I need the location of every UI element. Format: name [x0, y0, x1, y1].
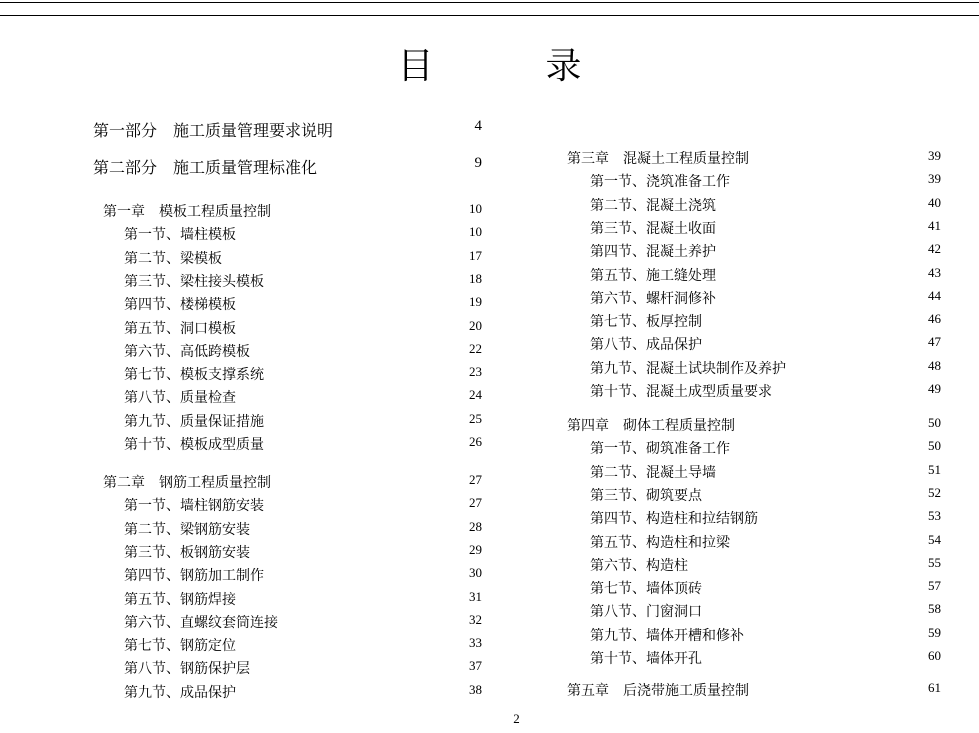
toc-entry-page: 33 — [469, 635, 482, 651]
toc-entry-page: 26 — [469, 434, 482, 449]
toc-entry-page: 38 — [469, 681, 482, 697]
toc-entry-label: 第五节、钢筋焊接 — [124, 591, 236, 608]
toc-entry-label: 第十节、混凝土成型质量要求 — [590, 384, 772, 400]
toc-entry-page: 61 — [928, 680, 941, 695]
toc-entry-page: 27 — [469, 472, 482, 487]
toc-entry-label: 第七节、模板支撑系统 — [124, 367, 264, 384]
toc-entry-label: 第二节、混凝土浇筑 — [590, 197, 716, 214]
toc-entry-label: 第三节、砌筑要点 — [590, 487, 702, 504]
toc-entry-label: 第一节、砌筑准备工作 — [590, 441, 730, 458]
page-number: 2 — [513, 711, 520, 726]
toc-entry-page: 43 — [928, 264, 941, 280]
toc-entry-label: 第九节、成品保护 — [124, 684, 236, 701]
top-rule — [0, 2, 979, 3]
toc-entry-page: 40 — [928, 194, 941, 210]
toc-entry-page: 32 — [469, 611, 482, 627]
toc-entry-label: 第二章 钢筋工程质量控制 — [103, 475, 271, 491]
toc-entry-page: 18 — [469, 270, 482, 286]
toc-entry-page: 28 — [469, 518, 482, 534]
toc-entry-label: 第十节、模板成型质量 — [124, 437, 264, 453]
toc-entry-label: 第八节、质量检查 — [124, 390, 236, 407]
toc-entry-label: 第四节、楼梯模板 — [124, 297, 236, 314]
toc-entry-label: 第一节、墙柱钢筋安装 — [124, 498, 264, 515]
toc-entry-label: 第十节、墙体开孔 — [590, 651, 702, 667]
toc-entry-label: 第九节、混凝土试块制作及养护 — [590, 360, 786, 377]
toc-entry-page: 22 — [469, 340, 482, 356]
toc-entry-page: 51 — [928, 461, 941, 477]
toc-entry-page: 4 — [474, 118, 482, 134]
toc-entry-page: 39 — [928, 148, 941, 163]
toc-entry-page: 48 — [928, 357, 941, 373]
toc-entry-label: 第六节、直螺纹套筒连接 — [124, 614, 278, 631]
toc-entry-label: 第五节、洞口模板 — [124, 320, 236, 337]
toc-entry-label: 第三节、混凝土收面 — [590, 220, 716, 237]
toc-entry-page: 57 — [928, 578, 941, 594]
toc-entry-page: 60 — [928, 648, 941, 663]
toc-entry-label: 第八节、门窗洞口 — [590, 604, 702, 621]
toc-entry-label: 第八节、钢筋保护层 — [124, 661, 250, 678]
toc-entry-page: 46 — [928, 311, 941, 327]
toc-entry-label: 第三节、梁柱接头模板 — [124, 273, 264, 290]
toc-entry-label: 第七节、板厚控制 — [590, 314, 702, 331]
toc-entry-label: 第一节、浇筑准备工作 — [590, 174, 730, 191]
toc-entry-page: 10 — [469, 224, 482, 240]
toc-entry-page: 10 — [469, 201, 482, 216]
toc-entry-label: 第九节、墙体开槽和修补 — [590, 627, 744, 644]
toc-entry-page: 23 — [469, 364, 482, 380]
toc-entry-label: 第三章 混凝土工程质量控制 — [567, 151, 749, 167]
toc-entry-page: 42 — [928, 241, 941, 257]
toc-title: 目 录 — [397, 46, 620, 87]
toc-entry-label: 第五节、构造柱和拉梁 — [590, 534, 730, 551]
toc-entry-label: 第三节、板钢筋安装 — [124, 544, 250, 561]
toc-entry-page: 50 — [928, 415, 941, 430]
toc-entry-label: 第四节、混凝土养护 — [590, 244, 716, 261]
toc-entry-label: 第八节、成品保护 — [590, 337, 702, 354]
toc-entry-page: 47 — [928, 334, 941, 350]
toc-entry-page: 29 — [469, 541, 482, 557]
toc-entry-page: 19 — [469, 294, 482, 310]
toc-entry-page: 50 — [928, 438, 941, 454]
toc-entry-label: 第六节、构造柱 — [590, 557, 688, 574]
toc-entry-label: 第四节、构造柱和拉结钢筋 — [590, 511, 758, 528]
toc-entry-label: 第一部分 施工质量管理要求说明 — [93, 121, 334, 140]
toc-entry-label: 第四节、钢筋加工制作 — [124, 568, 264, 585]
toc-entry-page: 30 — [469, 565, 482, 581]
toc-entry-label: 第四章 砌体工程质量控制 — [567, 418, 735, 434]
toc-entry-page: 55 — [928, 554, 941, 570]
toc-entry-page: 37 — [469, 658, 482, 674]
toc-entry-page: 17 — [469, 247, 482, 263]
toc-entry-page: 53 — [928, 508, 941, 524]
toc-entry-label: 第二节、混凝土导墙 — [590, 464, 716, 481]
toc-entry-page: 49 — [928, 381, 941, 396]
toc-entry-label: 第一章 模板工程质量控制 — [103, 204, 271, 220]
toc-entry-page: 24 — [469, 387, 482, 403]
toc-entry-label: 第七节、钢筋定位 — [124, 638, 236, 655]
toc-entry-page: 39 — [928, 171, 941, 187]
toc-entry-label: 第五节、施工缝处理 — [590, 267, 716, 284]
toc-entry-label: 第五章 后浇带施工质量控制 — [567, 683, 749, 699]
toc-entry-label: 第七节、墙体顶砖 — [590, 581, 702, 598]
toc-entry-page: 31 — [469, 588, 482, 604]
toc-entry-page: 52 — [928, 484, 941, 500]
toc-entry-label: 第二节、梁模板 — [124, 250, 222, 267]
toc-entry-label: 第一节、墙柱模板 — [124, 227, 236, 244]
toc-entry-page: 58 — [928, 601, 941, 617]
toc-entry-page: 25 — [469, 410, 482, 426]
toc-entry-label: 第六节、高低跨模板 — [124, 343, 250, 360]
toc-entry-page: 59 — [928, 624, 941, 640]
toc-entry-page: 54 — [928, 531, 941, 547]
toc-entry-page: 41 — [928, 217, 941, 233]
toc-entry-label: 第二部分 施工质量管理标准化 — [93, 158, 318, 177]
toc-entry-label: 第二节、梁钢筋安装 — [124, 521, 250, 538]
toc-entry-page: 44 — [928, 287, 941, 303]
toc-entry-page: 20 — [469, 317, 482, 333]
toc-entry-page: 9 — [474, 155, 482, 171]
toc-entry-page: 27 — [469, 495, 482, 511]
header-rule — [0, 15, 979, 16]
toc-entry-label: 第六节、螺杆洞修补 — [590, 290, 716, 307]
toc-entry-label: 第九节、质量保证措施 — [124, 413, 264, 430]
